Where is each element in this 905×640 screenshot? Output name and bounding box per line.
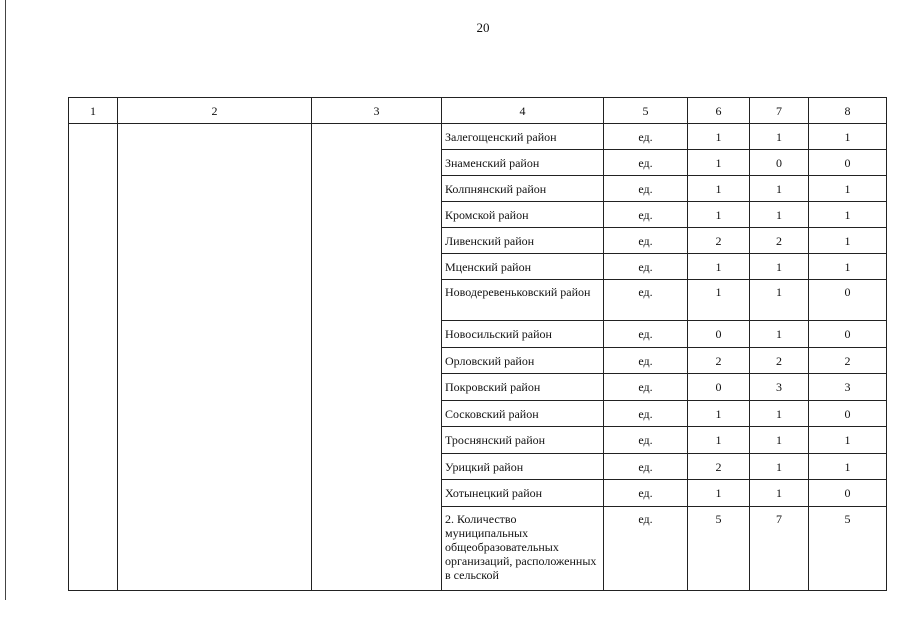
unit-cell: ед.	[604, 401, 688, 427]
value-col6: 1	[688, 124, 750, 150]
value-col6: 2	[688, 228, 750, 254]
header-row	[69, 98, 887, 124]
district-name: Новодеревеньковский район	[442, 280, 604, 321]
table-row	[69, 124, 887, 150]
value-col6: 1	[688, 427, 750, 454]
unit-cell: ед.	[604, 321, 688, 348]
district-name: Покровский район	[442, 374, 604, 401]
value-col6: 1	[688, 280, 750, 321]
value-col6: 2	[688, 454, 750, 480]
value-col7: 1	[750, 202, 809, 228]
value-col8: 0	[809, 150, 887, 176]
unit-cell: ед.	[604, 228, 688, 254]
value-col8: 1	[809, 228, 887, 254]
value-col8: 0	[809, 401, 887, 427]
value-col7: 1	[750, 321, 809, 348]
header-cell: 4	[442, 98, 604, 124]
value-col6: 1	[688, 401, 750, 427]
unit-cell: ед.	[604, 202, 688, 228]
value-col7: 1	[750, 480, 809, 507]
district-name: Колпнянский район	[442, 176, 604, 202]
unit-cell: ед.	[604, 124, 688, 150]
value-col7: 2	[750, 348, 809, 374]
value-col7: 1	[750, 401, 809, 427]
district-name: Троснянский район	[442, 427, 604, 454]
header-cell: 5	[604, 98, 688, 124]
merged-cell-col3	[312, 124, 442, 591]
district-name: Урицкий район	[442, 454, 604, 480]
value-col7: 1	[750, 176, 809, 202]
unit-cell: ед.	[604, 348, 688, 374]
merged-cell-col1	[69, 124, 118, 591]
value-col6: 1	[688, 254, 750, 280]
value-col6: 2	[688, 348, 750, 374]
district-name: Ливенский район	[442, 228, 604, 254]
value-col7: 0	[750, 150, 809, 176]
value-col8: 1	[809, 454, 887, 480]
value-col8: 0	[809, 321, 887, 348]
value-col6: 1	[688, 480, 750, 507]
unit-cell: ед.	[604, 280, 688, 321]
value-col7: 1	[750, 124, 809, 150]
value-col7: 1	[750, 427, 809, 454]
header-cell: 2	[118, 98, 312, 124]
header-cell: 6	[688, 98, 750, 124]
value-col8: 1	[809, 254, 887, 280]
value-col8: 2	[809, 348, 887, 374]
header-cell: 8	[809, 98, 887, 124]
unit-cell: ед.	[604, 454, 688, 480]
value-col6: 0	[688, 374, 750, 401]
value-col8: 0	[809, 280, 887, 321]
page-number: 20	[476, 20, 490, 35]
unit-cell: ед.	[604, 480, 688, 507]
header-cell: 1	[69, 98, 118, 124]
unit-cell: ед.	[604, 254, 688, 280]
value-col8: 1	[809, 176, 887, 202]
unit-cell: ед.	[604, 507, 688, 591]
value-col8: 3	[809, 374, 887, 401]
district-name: Кромской район	[442, 202, 604, 228]
unit-cell: ед.	[604, 150, 688, 176]
value-col8: 5	[809, 507, 887, 591]
value-col7: 7	[750, 507, 809, 591]
district-name: Залегощенский район	[442, 124, 604, 150]
value-col7: 2	[750, 228, 809, 254]
district-name: Знаменский район	[442, 150, 604, 176]
value-col8: 1	[809, 202, 887, 228]
unit-cell: ед.	[604, 427, 688, 454]
value-col7: 3	[750, 374, 809, 401]
value-col7: 1	[750, 254, 809, 280]
indicator-name: 2. Количество муниципальных общеобразовательных организаций, расположенных в сельской	[442, 507, 604, 591]
value-col8: 1	[809, 124, 887, 150]
value-col8: 0	[809, 480, 887, 507]
district-name: Орловский район	[442, 348, 604, 374]
value-col7: 1	[750, 280, 809, 321]
unit-cell: ед.	[604, 374, 688, 401]
district-name: Мценский район	[442, 254, 604, 280]
unit-cell: ед.	[604, 176, 688, 202]
value-col7: 1	[750, 454, 809, 480]
merged-cell-col2	[118, 124, 312, 591]
header-cell: 7	[750, 98, 809, 124]
district-name: Сосковский район	[442, 401, 604, 427]
indicator-table	[68, 97, 887, 591]
value-col6: 0	[688, 321, 750, 348]
value-col6: 1	[688, 176, 750, 202]
header-cell: 3	[312, 98, 442, 124]
value-col6: 1	[688, 202, 750, 228]
district-name: Хотынецкий район	[442, 480, 604, 507]
value-col6: 1	[688, 150, 750, 176]
value-col6: 5	[688, 507, 750, 591]
district-name: Новосильский район	[442, 321, 604, 348]
value-col8: 1	[809, 427, 887, 454]
page-left-edge	[5, 0, 6, 600]
